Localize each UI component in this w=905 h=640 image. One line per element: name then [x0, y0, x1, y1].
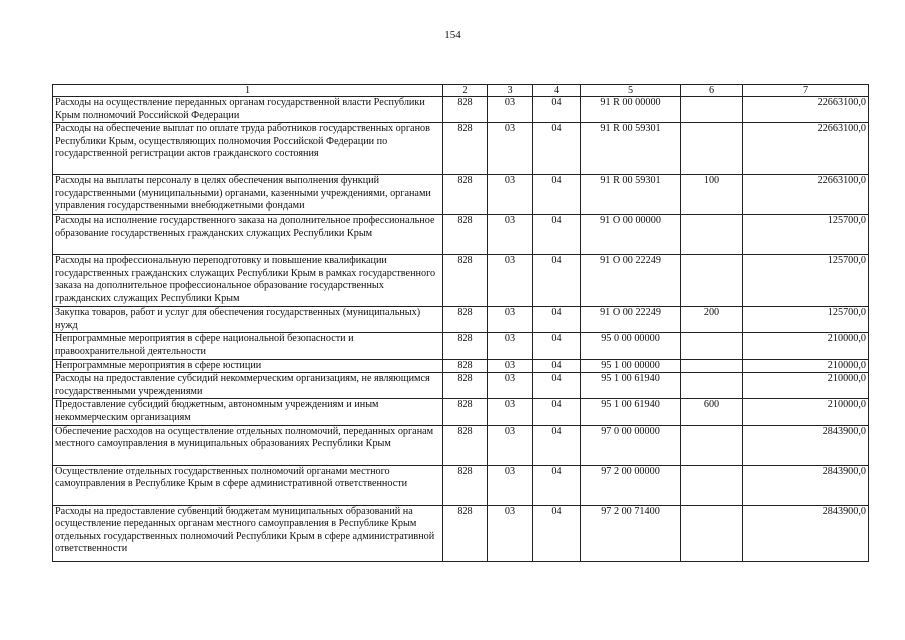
ministry-code: 828 — [443, 307, 488, 333]
column-header: 6 — [681, 85, 743, 97]
expense-type-code — [681, 425, 743, 465]
target-article-code: 91 R 00 59301 — [581, 175, 681, 215]
expense-type-code: 200 — [681, 307, 743, 333]
section-code: 03 — [488, 333, 533, 359]
expense-type-code — [681, 255, 743, 307]
subsection-code: 04 — [533, 333, 581, 359]
expense-name: Расходы на обеспечение выплат по оплате труда работников государственных органов Республики Крым, осуществляющих полномочия Российской Федерации по государственной регистрации актов гражданского состояния — [53, 123, 443, 175]
section-code: 03 — [488, 373, 533, 399]
amount: 22663100,0 — [743, 97, 869, 123]
target-article-code: 97 2 00 71400 — [581, 505, 681, 561]
target-article-code: 97 0 00 00000 — [581, 425, 681, 465]
expense-name: Расходы на исполнение государственного заказа на дополнительное профессиональное образование государственных гражданских служащих Республики Крым — [53, 215, 443, 255]
table-row — [53, 123, 869, 175]
expense-type-code — [681, 123, 743, 175]
expense-name: Обеспечение расходов на осуществление отдельных полномочий, переданных органам местного самоуправления в муниципальных образованиях Республики Крым — [53, 425, 443, 465]
subsection-code: 04 — [533, 399, 581, 425]
table-row — [53, 255, 869, 307]
expense-name: Расходы на предоставление субвенций бюджетам муниципальных образований на осуществление переданных органам местного самоуправления в Республике Крым отдельных государственных полномочий Республики Крым в сфере административной ответственности — [53, 505, 443, 561]
target-article-code: 91 О 00 22249 — [581, 307, 681, 333]
expense-name: Расходы на предоставление субсидий некоммерческим организациям, не являющимся государственными учреждениями — [53, 373, 443, 399]
target-article-code: 91 О 00 00000 — [581, 215, 681, 255]
amount: 125700,0 — [743, 215, 869, 255]
expense-name: Расходы на осуществление переданных органам государственной власти Республики Крым полномочий Российской Федерации — [53, 97, 443, 123]
section-code: 03 — [488, 505, 533, 561]
subsection-code: 04 — [533, 175, 581, 215]
section-code: 03 — [488, 175, 533, 215]
expense-type-code — [681, 359, 743, 373]
expense-name: Осуществление отдельных государственных полномочий органами местного самоуправления в Республике Крым в сфере административной ответственности — [53, 465, 443, 505]
column-header: 7 — [743, 85, 869, 97]
amount: 22663100,0 — [743, 175, 869, 215]
ministry-code: 828 — [443, 505, 488, 561]
expense-name: Расходы на профессиональную переподготовку и повышение квалификации государственных гражданских служащих Республики Крым в рамках государственного заказа на дополнительное профессиональное образование государственных гражданских служащих Республики Крым — [53, 255, 443, 307]
section-code: 03 — [488, 399, 533, 425]
amount: 2843900,0 — [743, 465, 869, 505]
table-row — [53, 359, 869, 373]
amount: 210000,0 — [743, 359, 869, 373]
subsection-code: 04 — [533, 97, 581, 123]
section-code: 03 — [488, 97, 533, 123]
page-number: 154 — [444, 29, 461, 41]
ministry-code: 828 — [443, 465, 488, 505]
amount: 2843900,0 — [743, 505, 869, 561]
table-row — [53, 307, 869, 333]
expense-name: Расходы на выплаты персоналу в целях обеспечения выполнения функций государственными (муниципальными) органами, казенными учреждениями, органами управления государственными внебюджетными фондами — [53, 175, 443, 215]
amount: 210000,0 — [743, 333, 869, 359]
budget-table — [52, 84, 869, 562]
expense-type-code: 600 — [681, 399, 743, 425]
subsection-code: 04 — [533, 307, 581, 333]
subsection-code: 04 — [533, 359, 581, 373]
ministry-code: 828 — [443, 425, 488, 465]
subsection-code: 04 — [533, 255, 581, 307]
target-article-code: 91 R 00 59301 — [581, 123, 681, 175]
section-code: 03 — [488, 123, 533, 175]
subsection-code: 04 — [533, 215, 581, 255]
target-article-code: 91 R 00 00000 — [581, 97, 681, 123]
column-header: 5 — [581, 85, 681, 97]
table-row — [53, 333, 869, 359]
expense-type-code — [681, 505, 743, 561]
ministry-code: 828 — [443, 399, 488, 425]
expense-name: Закупка товаров, работ и услуг для обеспечения государственных (муниципальных) нужд — [53, 307, 443, 333]
expense-type-code — [681, 465, 743, 505]
ministry-code: 828 — [443, 175, 488, 215]
section-code: 03 — [488, 465, 533, 505]
expense-type-code — [681, 373, 743, 399]
amount: 125700,0 — [743, 307, 869, 333]
section-code: 03 — [488, 425, 533, 465]
expense-type-code — [681, 97, 743, 123]
subsection-code: 04 — [533, 373, 581, 399]
table-row — [53, 505, 869, 561]
table-row — [53, 425, 869, 465]
amount: 125700,0 — [743, 255, 869, 307]
section-code: 03 — [488, 215, 533, 255]
subsection-code: 04 — [533, 425, 581, 465]
section-code: 03 — [488, 255, 533, 307]
ministry-code: 828 — [443, 255, 488, 307]
ministry-code: 828 — [443, 359, 488, 373]
expense-name: Предоставление субсидий бюджетным, автономным учреждениям и иным некоммерческим организациям — [53, 399, 443, 425]
amount: 22663100,0 — [743, 123, 869, 175]
table-row — [53, 373, 869, 399]
column-header: 2 — [443, 85, 488, 97]
subsection-code: 04 — [533, 465, 581, 505]
target-article-code: 95 0 00 00000 — [581, 333, 681, 359]
amount: 210000,0 — [743, 399, 869, 425]
ministry-code: 828 — [443, 215, 488, 255]
target-article-code: 95 1 00 00000 — [581, 359, 681, 373]
target-article-code: 95 1 00 61940 — [581, 373, 681, 399]
target-article-code: 97 2 00 00000 — [581, 465, 681, 505]
subsection-code: 04 — [533, 505, 581, 561]
table-row — [53, 465, 869, 505]
section-code: 03 — [488, 307, 533, 333]
subsection-code: 04 — [533, 123, 581, 175]
section-code: 03 — [488, 359, 533, 373]
ministry-code: 828 — [443, 373, 488, 399]
table-row — [53, 215, 869, 255]
header-row — [53, 85, 869, 97]
table-row — [53, 399, 869, 425]
amount: 2843900,0 — [743, 425, 869, 465]
expense-name: Непрограммные мероприятия в сфере национальной безопасности и правоохранительной деятельности — [53, 333, 443, 359]
ministry-code: 828 — [443, 123, 488, 175]
target-article-code: 91 О 00 22249 — [581, 255, 681, 307]
column-header: 3 — [488, 85, 533, 97]
expense-type-code: 100 — [681, 175, 743, 215]
amount: 210000,0 — [743, 373, 869, 399]
column-header: 1 — [53, 85, 443, 97]
column-header: 4 — [533, 85, 581, 97]
table-row — [53, 97, 869, 123]
ministry-code: 828 — [443, 97, 488, 123]
expense-type-code — [681, 215, 743, 255]
expense-name: Непрограммные мероприятия в сфере юстиции — [53, 359, 443, 373]
table-row — [53, 175, 869, 215]
expense-type-code — [681, 333, 743, 359]
ministry-code: 828 — [443, 333, 488, 359]
target-article-code: 95 1 00 61940 — [581, 399, 681, 425]
